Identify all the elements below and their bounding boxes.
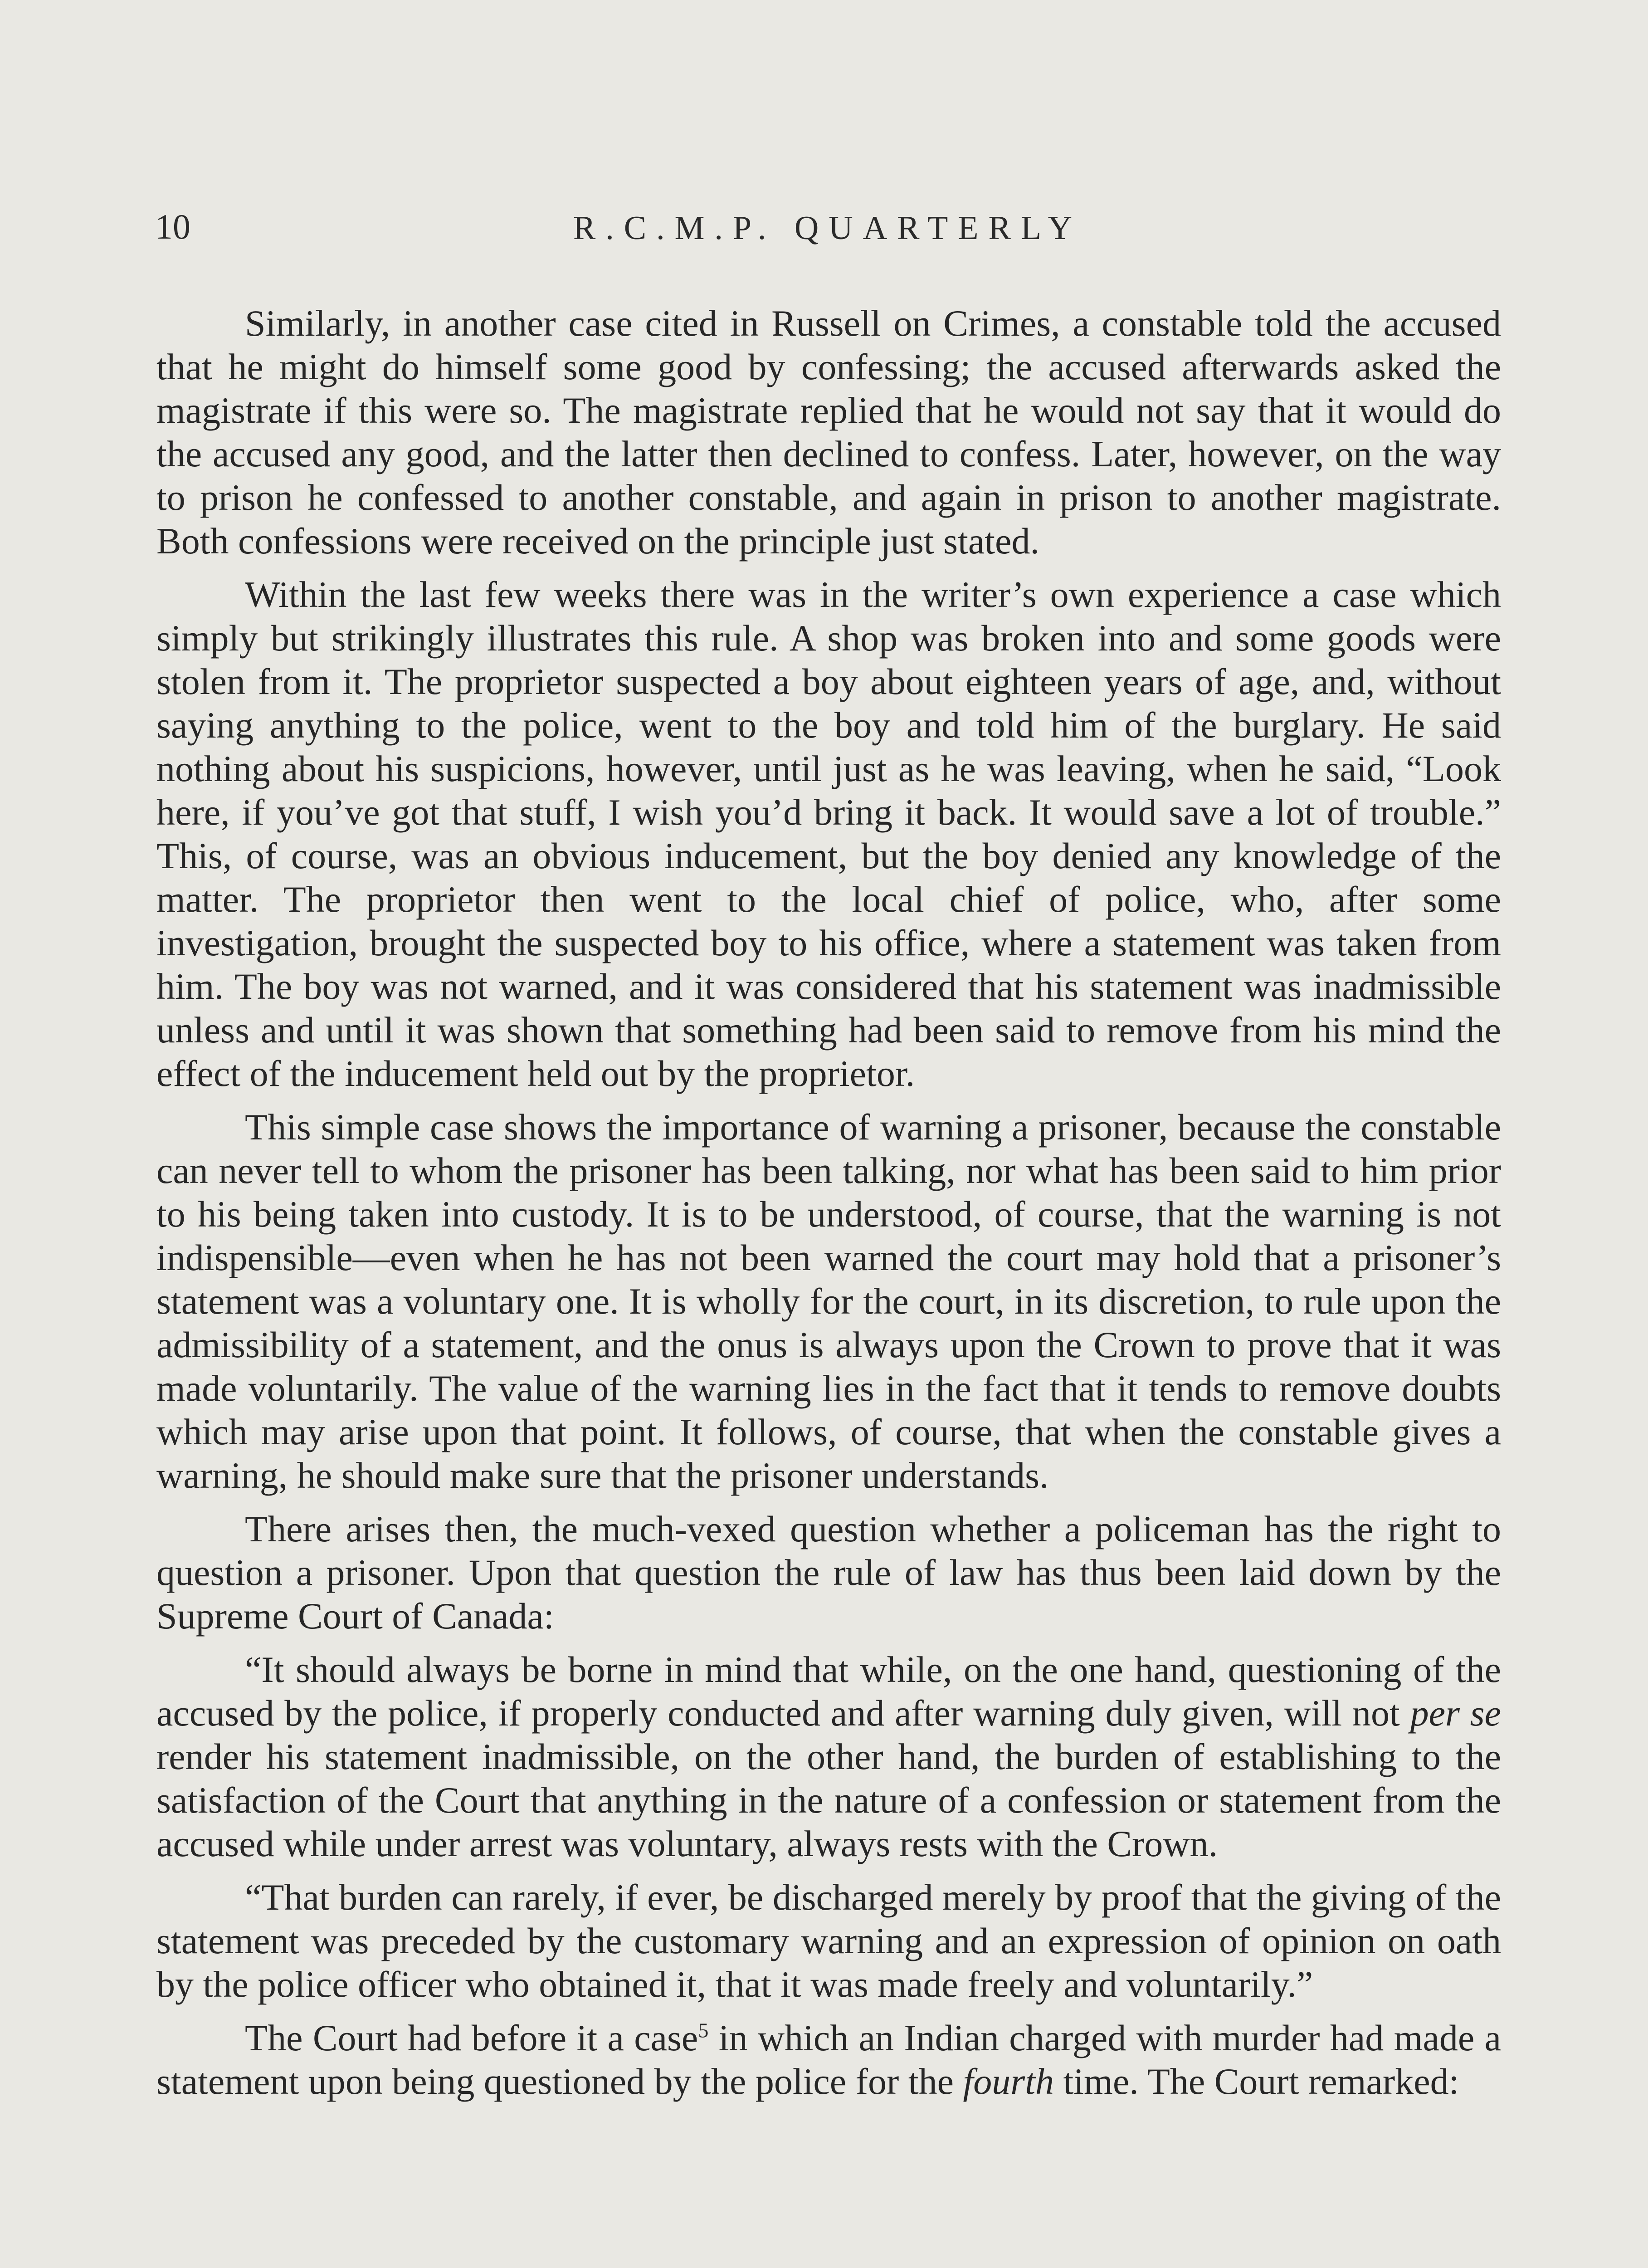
paragraph-shop-case: Within the last few weeks there was in the writer’s own experience a case which simply but strikingly illustrates this rule. A shop was broken into and some goods were stolen from it. The proprietor suspected a boy about eighteen years of age, and, without saying anything to the police, went to the boy and told him of the burglary. He said nothing about his suspicions, however, until just as he was leaving, when he said, “Look here, if you’ve got that stuff, I wish you’d bring it back. It would save a lot of trouble.” This, of course, was an obvious inducement, but the boy denied any knowledge of the matter. The proprietor then went to the local chief of police, who, after some investigation, brought the suspected boy to his office, where a statement was taken from him. The boy was not warned, and it was considered that his statement was inadmissible unless and until it was shown that something had been said to remove from his mind the effect of the inducement held out by the proprietor. (156, 574, 1501, 1094)
quote-text-before: “It should always be borne in mind that while, on the one hand, questioning of the accused by the police, if properly conducted and after warning duly given, will not (156, 1649, 1501, 1734)
footnote-reference: 5 (698, 2019, 709, 2042)
paragraph-text-before: The Court had before it a case (245, 2017, 698, 2058)
quote-supreme-court-1 (156, 1648, 1501, 1866)
paragraph-warning-importance: This simple case shows the importance of warning a prisoner, because the constable can never tell to whom the prisoner has been talking, nor what has been said to him prior to his being taken into custody. It is to be understood, of course, that the warning is not indispensible—even when he has not been warned the court may hold that a prisoner’s statement was a voluntary one. It is wholly for the court, in its discretion, to rule upon the admissibility of a statement, and the onus is always upon the Crown to prove that it was made voluntarily. The value of the warning lies in the fact that it tends to remove doubts which may arise upon that point. It follows, of course, that when the constable gives a warning, he should make sure that the prisoner understands. (156, 1106, 1501, 1496)
quote-italic-per-se: per se (1410, 1692, 1502, 1734)
quote-text-after: render his statement inadmissible, on the other hand, the burden of establishing to the satisfaction of the Court that anything in the nature of a confession or statement from the accused while under arrest was voluntary, always rests with the Crown. (156, 1736, 1501, 1864)
paragraph-italic-fourth: fourth (963, 2061, 1054, 2102)
paragraph-text-middle: in which an Indian charged with murder had made a statement upon being questioned by the police for the (156, 2017, 1501, 2102)
quote-supreme-court-2: “That burden can rarely, if ever, be discharged merely by proof that the giving of the statement was preceded by the customary warning and an expression of opinion on oath by the police officer who obtained it, that it was made freely and voluntarily.” (156, 1877, 1501, 2005)
running-head: R.C.M.P. QUARTERLY (573, 210, 1082, 247)
page-header (150, 206, 1506, 261)
paragraph-text-after: time. The Court remarked: (1053, 2061, 1459, 2102)
paragraph-indian-case (156, 2016, 1501, 2103)
article-body (156, 302, 1501, 2103)
paragraph-questioning-rule: There arises then, the much-vexed question whether a policeman has the right to question a prisoner. Upon that question the rule of law has thus been laid down by the Supreme Court of Canada: (156, 1508, 1501, 1637)
page-number: 10 (155, 207, 190, 246)
paragraph-russell-case: Similarly, in another case cited in Russell on Crimes, a constable told the accused that he might do himself some good by confessing; the accused afterwards asked the magistrate if this were so. The magistrate replied that he would not say that it would do the accused any good, and the latter then declined to confess. Later, however, on the way to prison he confessed to another constable, and again in prison to another magistrate. Both confessions were received on the principle just stated. (156, 303, 1501, 562)
